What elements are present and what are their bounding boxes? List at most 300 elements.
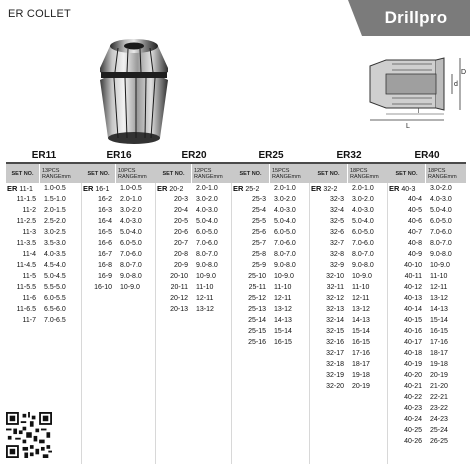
- set-number-cell: 40-18: [404, 350, 422, 357]
- set-number-cell: 32-10: [326, 273, 344, 280]
- set-number-cell: 40-5: [407, 207, 422, 214]
- column-header-set-no: SET NO.: [156, 164, 192, 183]
- column-header-range: 12PCS RANGEmm: [192, 164, 232, 183]
- set-number-cell: 25-11: [248, 284, 266, 291]
- set-number-cell: 25-5: [251, 218, 266, 225]
- table-row: [388, 227, 466, 238]
- set-number-cell: 11-2: [22, 207, 36, 214]
- series-prefix: ER: [389, 184, 400, 193]
- range-cell: 6.0-5.0: [274, 229, 296, 236]
- set-number-cell: 11-4: [22, 251, 36, 258]
- table-row: [388, 359, 466, 370]
- range-cell: 20-19: [430, 372, 448, 379]
- column-header-row: [156, 164, 232, 183]
- set-number-cell: 40-23: [404, 405, 422, 412]
- set-number-cell: 40-4: [407, 196, 422, 203]
- set-number-cell: 11-1.5: [16, 196, 36, 203]
- set-number-cell: 32-15: [326, 328, 344, 335]
- table-row: [388, 271, 466, 282]
- range-cell: 3.0-2.0: [120, 207, 142, 214]
- set-number-cell: 25-12: [248, 295, 266, 302]
- range-cell: 16-15: [274, 339, 292, 346]
- range-cell: 11-10: [430, 273, 448, 280]
- set-number-cell: 40-13: [404, 295, 422, 302]
- table-heading: ER25: [232, 150, 310, 164]
- range-cell: 7.0-6.0: [352, 240, 374, 247]
- range-cell: 14-13: [274, 317, 292, 324]
- column-header-row: [82, 164, 156, 183]
- set-number-cell: 32-17: [326, 350, 344, 357]
- table-row: [82, 227, 156, 238]
- set-number-cell: 16-2: [97, 196, 112, 203]
- range-cell: 26-25: [430, 438, 448, 445]
- set-number-cell: 11-7: [22, 317, 36, 324]
- table-row: [388, 392, 466, 403]
- table-row: [232, 238, 310, 249]
- range-cell: 8.0-7.0: [120, 262, 142, 269]
- range-cell: 8.0-7.0: [352, 251, 374, 258]
- table-row: [232, 183, 310, 194]
- table-row: [232, 304, 310, 315]
- series-prefix: ER: [233, 184, 244, 193]
- set-number-cell: 16-10: [94, 284, 112, 291]
- set-number-cell: 40-24: [404, 416, 422, 423]
- range-cell: 9.0-8.0: [430, 251, 452, 258]
- set-number-cell: ER 11-1: [7, 184, 33, 193]
- column-divider: [309, 183, 310, 464]
- column-header-row: [232, 164, 310, 183]
- table-row: [232, 282, 310, 293]
- table-row: [388, 370, 466, 381]
- table-row: [388, 337, 466, 348]
- diagram-label-l: l: [418, 109, 420, 115]
- table-row: [232, 326, 310, 337]
- range-cell: 10-9.0: [120, 284, 140, 291]
- set-number-cell: 40-22: [404, 394, 422, 401]
- range-cell: 12-11: [196, 295, 214, 302]
- set-number-cell: 40-11: [404, 273, 422, 280]
- range-cell: 5.0-4.0: [352, 218, 374, 225]
- table-row: [6, 238, 82, 249]
- set-number-cell: 20-11: [170, 284, 188, 291]
- table-row: [388, 304, 466, 315]
- set-number-cell: 40-6: [407, 218, 422, 225]
- set-number-cell: 40-17: [404, 339, 422, 346]
- table-row: [388, 414, 466, 425]
- set-number-cell: 25-9: [251, 262, 266, 269]
- set-number-cell: 25-14: [248, 317, 266, 324]
- column-divider: [155, 183, 156, 464]
- range-cell: 5.0-4.0: [274, 218, 296, 225]
- table-er40: [388, 150, 466, 464]
- range-cell: 19-18: [352, 372, 370, 379]
- set-number-cell: ER 16-1: [83, 184, 110, 193]
- table-row: [82, 205, 156, 216]
- column-divider: [387, 183, 388, 464]
- range-cell: 14-13: [352, 317, 370, 324]
- set-number-cell: 40-19: [404, 361, 422, 368]
- series-prefix: ER: [157, 184, 168, 193]
- set-number-cell: 40-8: [407, 240, 422, 247]
- range-cell: 1.0-0.5: [120, 185, 142, 192]
- table-row: [232, 315, 310, 326]
- qr-code: [6, 412, 52, 458]
- set-number-cell: ER 40-3: [389, 184, 416, 193]
- range-cell: 3.5-3.0: [44, 240, 66, 247]
- table-row: [156, 183, 232, 194]
- table-heading: ER20: [156, 150, 232, 164]
- table-row: [310, 249, 388, 260]
- set-number-cell: 32-7: [329, 240, 344, 247]
- set-number-cell: 11-5.5: [16, 284, 36, 291]
- set-number-cell: 11-6: [22, 295, 36, 302]
- set-number-cell: 40-7: [407, 229, 422, 236]
- table-row: [310, 293, 388, 304]
- set-number-cell: ER 20-2: [157, 184, 184, 193]
- table-row: [232, 249, 310, 260]
- set-number-cell: 40-12: [404, 284, 422, 291]
- table-row: [82, 183, 156, 194]
- table-row: [388, 293, 466, 304]
- table-row: [6, 227, 82, 238]
- table-row: [156, 260, 232, 271]
- table-row: [388, 436, 466, 447]
- range-cell: 13-12: [196, 306, 214, 313]
- range-cell: 3.0-2.0: [274, 196, 296, 203]
- range-cell: 7.0-6.5: [44, 317, 66, 324]
- set-number-cell: 25-15: [248, 328, 266, 335]
- brand-corner-shape: [348, 0, 362, 36]
- table-row: [388, 403, 466, 414]
- set-number-cell: 40-16: [404, 328, 422, 335]
- table-row: [388, 194, 466, 205]
- range-cell: 4.0-3.0: [430, 196, 452, 203]
- range-cell: 6.0-5.5: [44, 295, 66, 302]
- set-number-cell: 11-3.5: [16, 240, 36, 247]
- set-number-cell: 25-4: [251, 207, 266, 214]
- range-cell: 5.5-5.0: [44, 284, 66, 291]
- range-cell: 2.5-2.0: [44, 218, 66, 225]
- table-er16: [82, 150, 156, 464]
- range-cell: 16-15: [430, 328, 448, 335]
- set-number-cell: 11-2.5: [16, 218, 36, 225]
- set-number-cell: 40-10: [404, 262, 422, 269]
- range-cell: 2.0-1.0: [120, 196, 142, 203]
- table-row: [388, 183, 466, 194]
- range-cell: 1.5-1.0: [44, 196, 66, 203]
- set-number-cell: 20-13: [170, 306, 188, 313]
- set-number-cell: 16-8: [97, 262, 112, 269]
- range-cell: 14-13: [430, 306, 448, 313]
- column-header-set-no: SET NO.: [388, 164, 426, 183]
- range-cell: 8.0-7.0: [274, 251, 296, 258]
- table-row: [310, 205, 388, 216]
- table-row: [6, 216, 82, 227]
- table-heading: ER16: [82, 150, 156, 164]
- set-number-cell: 32-16: [326, 339, 344, 346]
- column-header-range: 10PCS RANGEmm: [116, 164, 156, 183]
- range-cell: 6.0-5.0: [196, 229, 218, 236]
- table-row: [310, 359, 388, 370]
- table-row: [388, 348, 466, 359]
- set-number-cell: 32-18: [326, 361, 344, 368]
- column-header-range: 13PCS RANGEmm: [40, 164, 82, 183]
- page-title: ER COLLET: [8, 8, 71, 20]
- range-cell: 3.0-2.0: [430, 185, 452, 192]
- range-cell: 11-10: [196, 284, 214, 291]
- table-row: [156, 205, 232, 216]
- diagram-label-L: L: [406, 123, 410, 130]
- range-cell: 7.0-6.0: [196, 240, 218, 247]
- table-row: [310, 194, 388, 205]
- range-cell: 9.0-8.0: [120, 273, 142, 280]
- set-number-cell: 20-5: [173, 218, 188, 225]
- table-heading: ER11: [6, 150, 82, 164]
- set-number-cell: 32-11: [326, 284, 344, 291]
- table-row: [310, 183, 388, 194]
- range-cell: 25-24: [430, 427, 448, 434]
- set-number-cell: 16-5: [97, 229, 112, 236]
- range-cell: 6.5-6.0: [44, 306, 66, 313]
- table-row: [156, 271, 232, 282]
- range-cell: 4.5-4.0: [44, 262, 66, 269]
- set-number-cell: 20-10: [170, 273, 188, 280]
- range-cell: 3.0-2.0: [196, 196, 218, 203]
- table-row: [82, 216, 156, 227]
- range-cell: 17-16: [352, 350, 370, 357]
- set-number-cell: 40-26: [404, 438, 422, 445]
- table-row: [6, 304, 82, 315]
- range-cell: 4.0-3.0: [274, 207, 296, 214]
- range-cell: 16-15: [352, 339, 370, 346]
- range-cell: 15-14: [430, 317, 448, 324]
- set-number-cell: 20-8: [173, 251, 188, 258]
- table-row: [232, 194, 310, 205]
- table-row: [6, 315, 82, 326]
- range-cell: 3.0-2.5: [44, 229, 66, 236]
- range-cell: 18-17: [430, 350, 448, 357]
- range-cell: 15-14: [274, 328, 292, 335]
- range-cell: 4.0-3.5: [44, 251, 66, 258]
- range-cell: 11-10: [352, 284, 370, 291]
- column-divider: [81, 183, 82, 464]
- table-row: [310, 381, 388, 392]
- set-number-cell: 40-21: [404, 383, 422, 390]
- table-row: [6, 293, 82, 304]
- set-number-cell: 25-13: [248, 306, 266, 313]
- range-cell: 12-11: [274, 295, 292, 302]
- set-number-cell: 32-6: [329, 229, 344, 236]
- set-number-cell: 16-4: [97, 218, 112, 225]
- table-row: [232, 271, 310, 282]
- set-number-cell: 20-12: [170, 295, 188, 302]
- range-cell: 4.0-3.0: [120, 218, 142, 225]
- set-number-cell: 20-4: [173, 207, 188, 214]
- table-row: [310, 238, 388, 249]
- table-row: [388, 249, 466, 260]
- range-cell: 3.0-2.0: [352, 196, 374, 203]
- column-header-range: 15PCS RANGEmm: [270, 164, 310, 183]
- table-row: [82, 249, 156, 260]
- set-number-cell: 32-12: [326, 295, 344, 302]
- table-row: [6, 194, 82, 205]
- range-cell: 9.0-8.0: [352, 262, 374, 269]
- table-row: [156, 249, 232, 260]
- table-row: [310, 271, 388, 282]
- set-number-cell: 32-4: [329, 207, 344, 214]
- table-row: [310, 370, 388, 381]
- column-header-set-no: SET NO.: [82, 164, 116, 183]
- table-row: [82, 194, 156, 205]
- table-row: [6, 249, 82, 260]
- range-cell: 2.0-1.0: [352, 185, 374, 192]
- table-row: [156, 282, 232, 293]
- table-row: [156, 227, 232, 238]
- table-row: [6, 183, 82, 194]
- set-number-cell: 20-6: [173, 229, 188, 236]
- range-cell: 8.0-7.0: [430, 240, 452, 247]
- range-cell: 5.0-4.0: [430, 207, 452, 214]
- set-number-cell: ER 32-2: [311, 184, 338, 193]
- range-cell: 5.0-4.5: [44, 273, 66, 280]
- table-row: [310, 348, 388, 359]
- series-prefix: ER: [83, 184, 94, 193]
- table-row: [388, 282, 466, 293]
- range-cell: 9.0-8.0: [196, 262, 218, 269]
- table-row: [388, 238, 466, 249]
- table-row: [388, 216, 466, 227]
- table-row: [156, 194, 232, 205]
- table-row: [232, 337, 310, 348]
- set-number-cell: 32-5: [329, 218, 344, 225]
- set-number-cell: 25-8: [251, 251, 266, 258]
- set-number-cell: 25-10: [248, 273, 266, 280]
- range-cell: 12-11: [352, 295, 370, 302]
- set-number-cell: 32-19: [326, 372, 344, 379]
- collet-dimension-diagram: [360, 48, 466, 130]
- range-cell: 13-12: [430, 295, 448, 302]
- range-cell: 13-12: [274, 306, 292, 313]
- range-cell: 8.0-7.0: [196, 251, 218, 258]
- range-cell: 5.0-4.0: [120, 229, 142, 236]
- set-number-cell: 16-7: [97, 251, 112, 258]
- table-row: [156, 293, 232, 304]
- table-row: [156, 304, 232, 315]
- range-cell: 6.0-5.0: [120, 240, 142, 247]
- table-row: [388, 315, 466, 326]
- column-header-range: 18PCS RANGEmm: [426, 164, 466, 183]
- range-cell: 5.0-4.0: [196, 218, 218, 225]
- set-number-cell: 32-3: [329, 196, 344, 203]
- table-row: [310, 337, 388, 348]
- set-number-cell: 40-25: [404, 427, 422, 434]
- column-header-row: [6, 164, 82, 183]
- column-header-row: [310, 164, 388, 183]
- range-cell: 17-16: [430, 339, 448, 346]
- table-row: [156, 216, 232, 227]
- table-row: [232, 205, 310, 216]
- table-row: [388, 425, 466, 436]
- set-number-cell: 32-14: [326, 317, 344, 324]
- table-row: [388, 260, 466, 271]
- set-number-cell: 25-7: [251, 240, 266, 247]
- set-number-cell: 25-16: [248, 339, 266, 346]
- table-row: [310, 227, 388, 238]
- range-cell: 6.0-5.0: [430, 218, 452, 225]
- range-cell: 2.0-1.0: [196, 185, 218, 192]
- table-row: [6, 205, 82, 216]
- range-cell: 7.0-6.0: [120, 251, 142, 258]
- set-number-cell: 32-20: [326, 383, 344, 390]
- range-cell: 10-9.0: [196, 273, 216, 280]
- set-number-cell: 16-9: [97, 273, 112, 280]
- table-heading: ER32: [310, 150, 388, 164]
- range-cell: 20-19: [352, 383, 370, 390]
- table-row: [388, 381, 466, 392]
- set-number-cell: 25-3: [251, 196, 266, 203]
- set-number-cell: 40-20: [404, 372, 422, 379]
- table-er32: [310, 150, 388, 464]
- collet-size-tables: [6, 150, 466, 464]
- set-number-cell: 32-9: [329, 262, 344, 269]
- range-cell: 18-17: [352, 361, 370, 368]
- diagram-label-D: D: [461, 69, 466, 76]
- range-cell: 4.0-3.0: [196, 207, 218, 214]
- brand-name: Drillpro: [384, 8, 448, 27]
- table-row: [82, 271, 156, 282]
- collet-photo: [88, 34, 180, 146]
- range-cell: 13-12: [352, 306, 370, 313]
- column-divider: [231, 183, 232, 464]
- table-row: [232, 227, 310, 238]
- table-row: [156, 238, 232, 249]
- range-cell: 23-22: [430, 405, 448, 412]
- set-number-cell: ER 25-2: [233, 184, 260, 193]
- table-er20: [156, 150, 232, 464]
- range-cell: 11-10: [274, 284, 292, 291]
- set-number-cell: 32-13: [326, 306, 344, 313]
- table-heading: ER40: [388, 150, 466, 164]
- range-cell: 24-23: [430, 416, 448, 423]
- set-number-cell: 11-3: [22, 229, 36, 236]
- set-number-cell: 20-9: [173, 262, 188, 269]
- table-row: [82, 238, 156, 249]
- table-row: [310, 260, 388, 271]
- range-cell: 7.0-6.0: [430, 229, 452, 236]
- table-row: [6, 271, 82, 282]
- column-header-range: 18PCS RANGEmm: [348, 164, 388, 183]
- set-number-cell: 20-3: [173, 196, 188, 203]
- range-cell: 10-9.0: [352, 273, 372, 280]
- range-cell: 1.0-0.5: [44, 185, 66, 192]
- series-prefix: ER: [311, 184, 322, 193]
- range-cell: 2.0-1.5: [44, 207, 66, 214]
- range-cell: 9.0-8.0: [274, 262, 296, 269]
- diagram-label-d: d: [454, 81, 458, 88]
- table-row: [82, 260, 156, 271]
- set-number-cell: 11-4.5: [16, 262, 36, 269]
- set-number-cell: 16-3: [97, 207, 112, 214]
- set-number-cell: 11-5: [22, 273, 36, 280]
- range-cell: 7.0-6.0: [274, 240, 296, 247]
- range-cell: 10-9.0: [274, 273, 294, 280]
- table-row: [310, 326, 388, 337]
- table-row: [232, 293, 310, 304]
- range-cell: 10-9.0: [430, 262, 450, 269]
- table-er25: [232, 150, 310, 464]
- set-number-cell: 32-8: [329, 251, 344, 258]
- table-row: [310, 304, 388, 315]
